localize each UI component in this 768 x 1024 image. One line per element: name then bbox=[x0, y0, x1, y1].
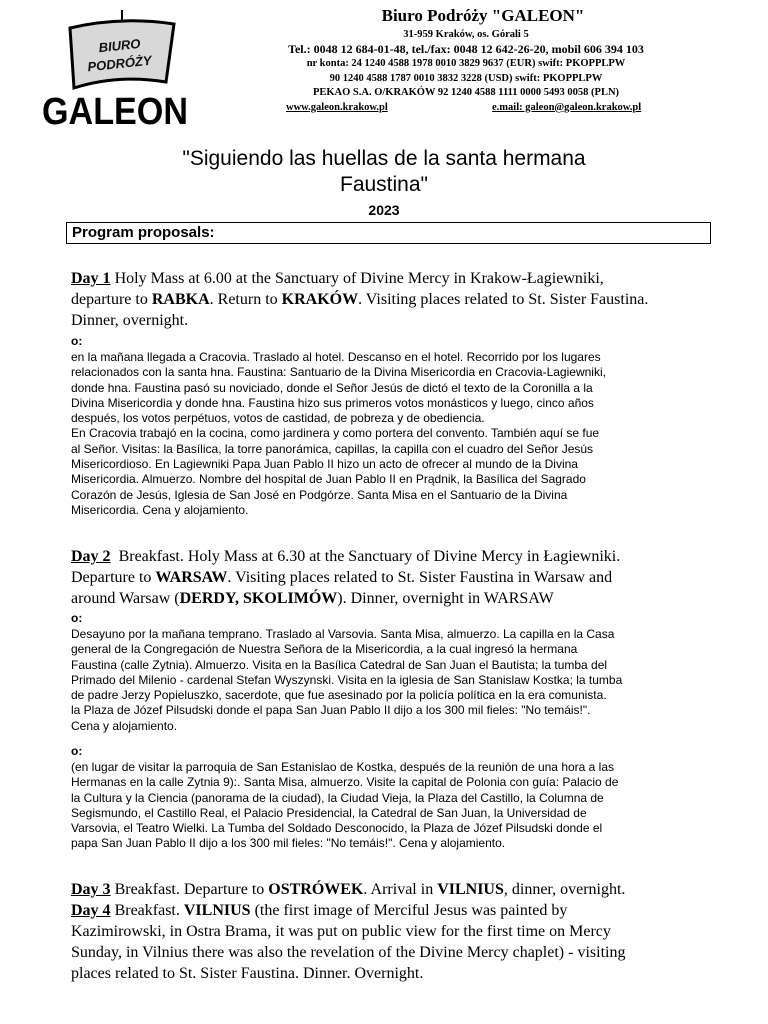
paragraph-line: Corazón de Jesús, Iglesia de San José en Podgórze. Santa Misa en el Santuario de la Divina bbox=[71, 487, 568, 502]
paragraph-line: Misericordia. Cena y alojamiento. bbox=[71, 502, 249, 517]
day-1-spanish-text bbox=[71, 350, 711, 518]
page-title bbox=[60, 146, 708, 198]
itinerary-text: Departure to bbox=[71, 569, 156, 586]
paragraph-line: la Cultura y la Ciencia (panorama de la ciudad), la Ciudad Vieja, la Plaza del Castillo, la Columna de bbox=[71, 790, 604, 805]
itinerary-text: . Return to bbox=[209, 291, 282, 308]
paragraph-line: Segismundo, el Castillo Real, el Palacio Presidencial, la Catedral de San Juan, la Universidad de bbox=[71, 805, 587, 820]
itinerary-text: . Visiting places related to St. Sister Faustina. bbox=[358, 291, 649, 308]
itinerary-text: . Arrival in bbox=[363, 881, 438, 898]
logo-text-podrozy: PODRÓŻY bbox=[86, 52, 153, 75]
paragraph-line: Hermanas en la calle Zytnia 9):. Santa Misa, almuerzo. Visite la capital de Polonia con guía: Palacio de bbox=[71, 775, 619, 790]
paragraph-line: en la mañana llegada a Cracovia. Traslado al hotel. Descanso en el hotel. Recorrido por los lugares bbox=[71, 350, 601, 364]
company-address: 31-959 Kraków, os. Górali 5 bbox=[403, 29, 529, 40]
paragraph-line: relacionados con la santa hna. Faustina: Santuario de la Divina Misericordia en Cracovia-Lagiewniki, bbox=[71, 365, 606, 380]
company-phones: Tel.: 0048 12 684-01-48, tel./fax: 0048 12 642-26-20, mobil 606 394 103 bbox=[288, 42, 644, 57]
itinerary-text: Kazimirowski, in Ostra Brama, it was put on public view for the first time on Mercy bbox=[71, 923, 611, 940]
paragraph-line: Cena y alojamiento. bbox=[71, 718, 178, 733]
itinerary-text: ). Dinner, overnight in WARSAW bbox=[337, 590, 554, 607]
paragraph-line: al Señor. Visitas: la Basílica, la torre panorámica, capillas, la capilla con el cuadro del Señor Jesús bbox=[71, 441, 594, 456]
website-link[interactable]: www.galeon.krakow.pl bbox=[286, 101, 388, 113]
place-name: DERDY, SKOLIMÓW bbox=[179, 590, 338, 607]
day-1-lines bbox=[71, 268, 711, 331]
itinerary-text: (the first image of Merciful Jesus was painted by bbox=[250, 902, 568, 919]
day-2-block bbox=[71, 546, 711, 609]
place-name: VILNIUS bbox=[437, 881, 504, 898]
itinerary-text: Holy Mass at 6.00 at the Sanctuary of Divine Mercy in Krakow-Łagiewniki, bbox=[110, 270, 604, 287]
paragraph-line: Varsovia, el Teatro Wielki. La Tumba del Soldado Desconocido, la Plaza de Józef Pilsudski donde el bbox=[71, 821, 603, 836]
bank-account-pln: PEKAO S.A. O/KRAKÓW 92 1240 4588 1111 0000 5493 0058 (PLN) bbox=[312, 87, 620, 99]
itinerary-text: places related to St. Sister Faustina. Dinner. Overnight. bbox=[71, 965, 424, 982]
place-name: KRAKÓW bbox=[281, 291, 359, 308]
place-name: WARSAW bbox=[155, 569, 228, 586]
logo-text-galeon: GALEON bbox=[42, 91, 188, 130]
paragraph-line: general de la Congregación de Nuestra Señora de la Misericordia, a la cual ingresó la hermana bbox=[71, 642, 578, 657]
itinerary-line bbox=[71, 900, 711, 921]
itinerary-text: . Visiting places related to St. Sister Faustina in Warsaw and bbox=[227, 569, 613, 586]
day-1-block bbox=[71, 268, 711, 331]
itinerary-line bbox=[71, 567, 711, 588]
paragraph-line: la Plaza de Józef Pilsudski donde el papa San Juan Pablo II dijo a los 300 mil fieles: "No temáis!". bbox=[71, 703, 591, 718]
company-info bbox=[246, 6, 686, 117]
paragraph-line: papa San Juan Pablo II dijo a los 300 mil fieles: "No temáis!". Cena y alojamiento. bbox=[71, 836, 506, 851]
itinerary-line bbox=[71, 963, 711, 984]
paragraph-line: En Cracovia trabajó en la cocina, como jardinera y como portera del convento. También aquí se fue bbox=[71, 426, 600, 441]
day-label: Day 3 bbox=[71, 881, 111, 898]
itinerary-text: Breakfast. Holy Mass at 6.30 at the Sanctuary of Divine Mercy in Łagiewniki. bbox=[110, 548, 621, 565]
day-4-lines bbox=[71, 900, 711, 984]
day-2-lines bbox=[71, 546, 711, 609]
itinerary-line bbox=[71, 942, 711, 963]
paragraph-line: Faustina (calle Zytnia). Almuerzo. Visita en la Basílica Catedral de San Juan el Bautista; la tumba del bbox=[71, 657, 608, 672]
place-name: OSTRÓWEK bbox=[268, 881, 364, 898]
paragraph-line: de padre Jerzy Popieluszko, sacerdote, que fue asesinado por la policía política en la era comunista. bbox=[71, 688, 607, 703]
day-3-block bbox=[71, 879, 711, 900]
paragraph-line: Divina Misericordia y donde hna. Faustina hizo sus primeros votos monásticos y luego, cinco años bbox=[71, 395, 594, 410]
bank-account-usd: 90 1240 4588 1787 0010 3832 3228 (USD) swift: PKOPPLPW bbox=[329, 72, 603, 84]
day-label: Day 4 bbox=[71, 902, 111, 919]
itinerary-line bbox=[71, 268, 711, 289]
contact-links-row bbox=[246, 102, 686, 117]
option-label: o: bbox=[71, 611, 83, 625]
galeon-logo bbox=[40, 8, 190, 130]
place-name: VILNIUS bbox=[183, 902, 251, 919]
paragraph-line: después, los votos perpétuos, votos de castidad, de pobreza y de obediencia. bbox=[71, 411, 485, 426]
year: 2023 bbox=[368, 202, 400, 218]
itinerary-text: Sunday, in Vilnius there was also the revelation of the Divine Mercy chaplet) - visiting bbox=[71, 944, 626, 961]
itinerary-line bbox=[71, 588, 711, 609]
itinerary-text: around Warsaw ( bbox=[71, 590, 180, 607]
itinerary-text: , dinner, overnight. bbox=[503, 881, 626, 898]
itinerary-text: departure to bbox=[71, 291, 152, 308]
itinerary-line bbox=[71, 921, 711, 942]
itinerary-text: Breakfast. Departure to bbox=[110, 881, 269, 898]
itinerary-line bbox=[71, 289, 711, 310]
day-2-spanish-text-b bbox=[71, 760, 711, 852]
email-link[interactable]: e.mail: galeon@galeon.krakow.pl bbox=[492, 101, 642, 113]
option-label: o: bbox=[71, 334, 83, 348]
paragraph-line: Primado del Milenio - cardenal Stefan Wyszynski. Visita en la iglesia de San Stanislaw Kostka; la tumba bbox=[71, 672, 623, 687]
title-line: "Siguiendo las huellas de la santa hermana bbox=[182, 147, 586, 170]
place-name: RABKA bbox=[151, 291, 210, 308]
itinerary-line bbox=[71, 546, 711, 567]
option-label: o: bbox=[71, 744, 83, 758]
itinerary-text: Dinner, overnight. bbox=[71, 312, 189, 329]
itinerary-line bbox=[71, 310, 711, 331]
logo-text-biuro: BIURO bbox=[97, 35, 142, 56]
day-3-lines bbox=[71, 879, 711, 900]
itinerary-line bbox=[71, 879, 711, 900]
itinerary-text: Breakfast. bbox=[110, 902, 184, 919]
paragraph-line: Misericordioso. En Lagiewniki Papa Juan Pablo II hizo un acto de ofrecer al mundo de la Divina bbox=[71, 457, 578, 472]
paragraph-line: donde hna. Faustina pasó su noviciado, donde el Señor Jesús de dictó el texto de la Coronilla a la bbox=[71, 380, 593, 395]
day-label: Day 1 bbox=[71, 270, 111, 287]
paragraph-line: (en lugar de visitar la parroquia de San Estanislao de Kostka, después de la reunión de una hora a las bbox=[71, 760, 615, 774]
title-line: Faustina" bbox=[340, 173, 428, 196]
paragraph-line: Desayuno por la mañana temprano. Traslado al Varsovia. Santa Misa, almuerzo. La capilla en la Casa bbox=[71, 627, 615, 641]
company-name: Biuro Podróży "GALEON" bbox=[381, 6, 585, 25]
program-proposals-heading: Program proposals: bbox=[66, 222, 711, 244]
paragraph-line: Misericordia. Almuerzo. Nombre del hospital de Juan Pablo II en Prądnik, la Basílica del Sagrado bbox=[71, 472, 586, 487]
day-label: Day 2 bbox=[71, 548, 111, 565]
bank-account-eur: nr konta: 24 1240 4588 1978 0010 3829 9637 (EUR) swift: PKOPPLPW bbox=[306, 58, 626, 70]
day-2-spanish-text-a bbox=[71, 627, 711, 734]
day-4-block bbox=[71, 900, 711, 984]
